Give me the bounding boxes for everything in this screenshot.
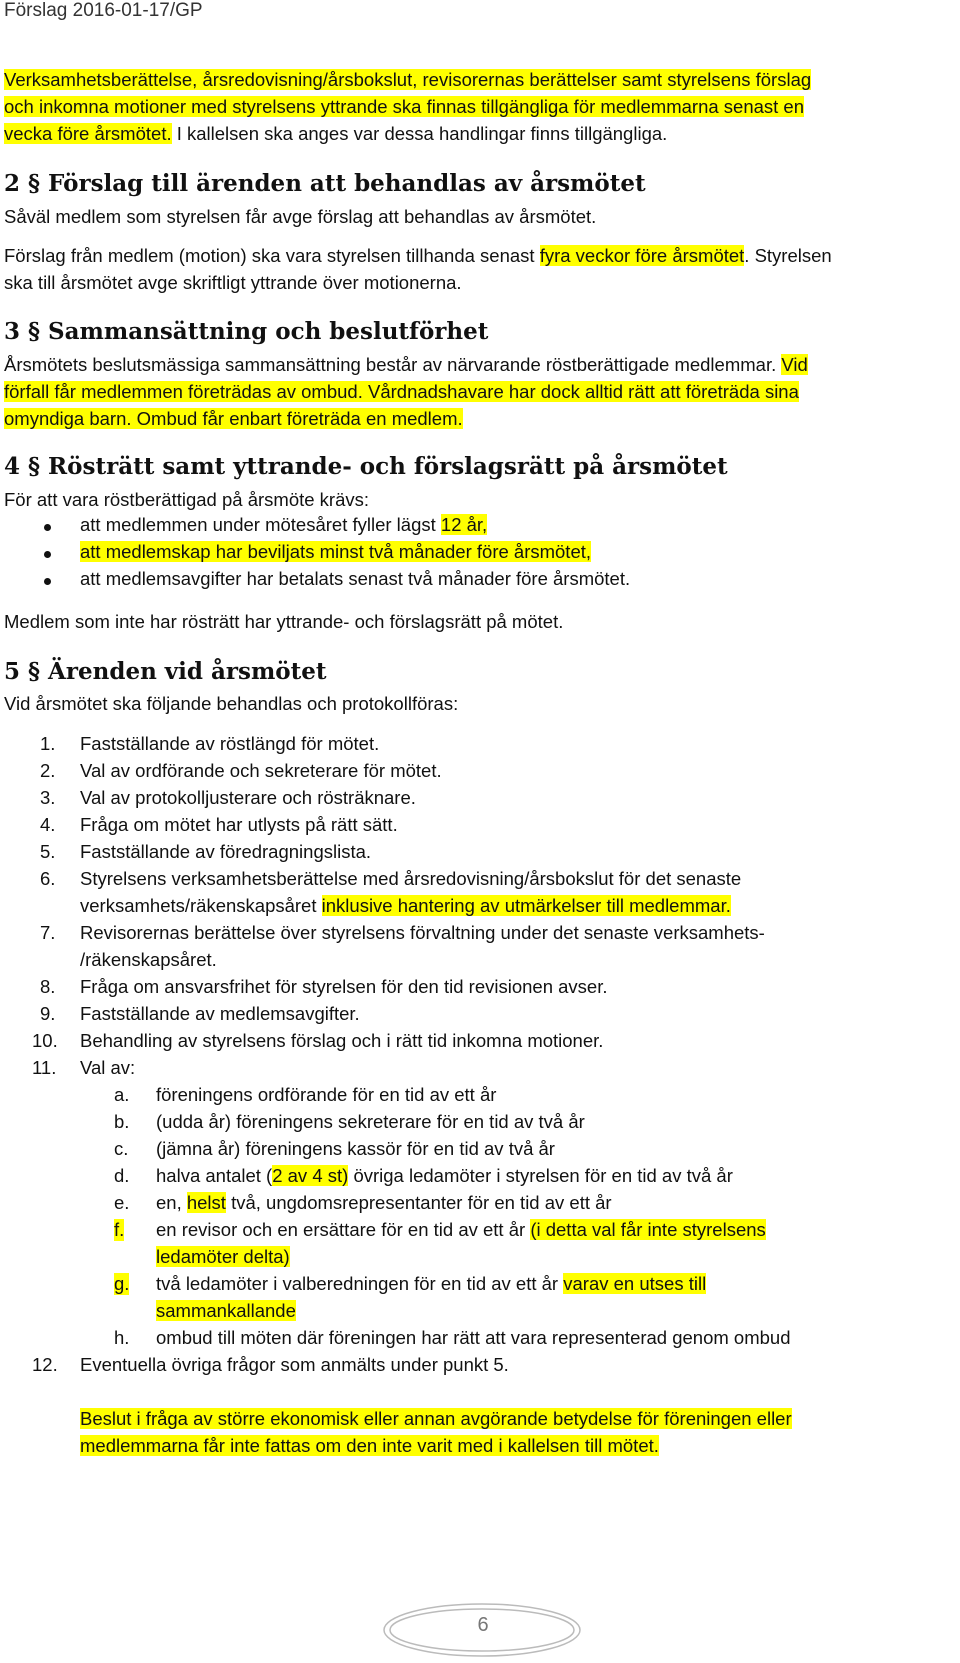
page-number: 6 bbox=[477, 1614, 489, 1636]
sub-item: föreningens ordförande för en tid av ett år bbox=[156, 1084, 497, 1105]
sub-item: en, helst två, ungdomsrepresentanter för en tid av ett år bbox=[156, 1192, 612, 1213]
list-item-continuation: verksamhets/räkenskapsåret inklusive hantering av utmärkelser till medlemmar. bbox=[80, 895, 731, 916]
sub-item: en revisor och en ersättare för en tid av ett år (i detta val får inte styrelsens bbox=[156, 1219, 766, 1240]
intro-line-1: Verksamhetsberättelse, årsredovisning/årsbokslut, revisorernas berättelser samt styrelsens förslag bbox=[4, 69, 812, 90]
s4-bullet-2: att medlemskap har beviljats minst två månader före årsmötet, bbox=[80, 541, 592, 562]
item-number: 10. bbox=[32, 1030, 58, 1051]
item-number: 12. bbox=[32, 1354, 58, 1375]
list-item: Fastställande av röstlängd för mötet. bbox=[80, 733, 380, 754]
sub-item-letter: a. bbox=[114, 1084, 130, 1105]
s4-intro: För att vara röstberättigad på årsmöte krävs: bbox=[4, 489, 370, 510]
list-item: Behandling av styrelsens förslag och i rätt tid inkomna motioner. bbox=[80, 1030, 604, 1051]
sub-item-continuation: sammankallande bbox=[156, 1300, 296, 1321]
s3-line-3: omyndiga barn. Ombud får enbart företräda en medlem. bbox=[4, 408, 463, 429]
sub-item: (udda år) föreningens sekreterare för en tid av två år bbox=[156, 1111, 585, 1132]
item-number: 2. bbox=[40, 760, 56, 781]
final-note-line-2: medlemmarna får inte fattas om den inte varit med i kallelsen till mötet. bbox=[80, 1435, 659, 1456]
item-number: 11. bbox=[32, 1057, 57, 1078]
s4-bullet-1: att medlemmen under mötesåret fyller lägst 12 år, bbox=[80, 514, 488, 535]
bullet-dot bbox=[44, 551, 51, 558]
bullet-dot bbox=[44, 578, 51, 585]
s2-paragraph-2-line-2: ska till årsmötet avge skriftligt yttrande över motionerna. bbox=[4, 272, 462, 293]
sub-item-continuation: ledamöter delta) bbox=[156, 1246, 290, 1267]
list-item: Revisorernas berättelse över styrelsens förvaltning under det senaste verksamhets- bbox=[80, 922, 765, 943]
list-item: Eventuella övriga frågor som anmälts under punkt 5. bbox=[80, 1354, 509, 1375]
sub-item-letter: d. bbox=[114, 1165, 130, 1186]
sub-item-letter: e. bbox=[114, 1192, 130, 1213]
list-item: Fastställande av medlemsavgifter. bbox=[80, 1003, 360, 1024]
bullet-dot bbox=[44, 524, 51, 531]
item-number: 7. bbox=[40, 922, 56, 943]
section-4-heading: 4 § Rösträtt samt yttrande- och förslagsrätt på årsmötet bbox=[4, 453, 728, 480]
intro-line-3: vecka före årsmötet. I kallelsen ska anges var dessa handlingar finns tillgängliga. bbox=[4, 123, 668, 144]
sub-item-letter: f. bbox=[114, 1219, 125, 1240]
s4-bullet-3: att medlemsavgifter har betalats senast två månader före årsmötet. bbox=[80, 568, 631, 589]
s5-intro: Vid årsmötet ska följande behandlas och protokollföras: bbox=[4, 693, 459, 714]
list-item: Val av protokolljusterare och rösträknare. bbox=[80, 787, 416, 808]
item-number: 3. bbox=[40, 787, 56, 808]
list-item: Fastställande av föredragningslista. bbox=[80, 841, 372, 862]
intro-line-2: och inkomna motioner med styrelsens yttrande ska finnas tillgängliga för medlemmarna senast en bbox=[4, 96, 805, 117]
list-item: Fråga om ansvarsfrihet för styrelsen för den tid revisionen avser. bbox=[80, 976, 608, 997]
sub-item-letter: h. bbox=[114, 1327, 130, 1348]
s4-after: Medlem som inte har rösträtt har yttrande- och förslagsrätt på mötet. bbox=[4, 611, 564, 632]
item-number: 9. bbox=[40, 1003, 56, 1024]
list-item-continuation: /räkenskapsåret. bbox=[80, 949, 217, 970]
sub-item: två ledamöter i valberedningen för en tid av ett år varav en utses till bbox=[156, 1273, 707, 1294]
s3-line-2: förfall får medlemmen företrädas av ombud. Vårdnadshavare har dock alltid rätt att företräda sina bbox=[4, 381, 799, 402]
s2-paragraph-2: Förslag från medlem (motion) ska vara styrelsen tillhanda senast fyra veckor före årsmötet. Styrelsen bbox=[4, 245, 832, 266]
page-header: Förslag 2016-01-17/GP bbox=[4, 0, 203, 21]
item-number: 5. bbox=[40, 841, 56, 862]
final-note-line-1: Beslut i fråga av större ekonomisk eller annan avgörande betydelse för föreningen eller bbox=[80, 1408, 792, 1429]
section-3-heading: 3 § Sammansättning och beslutförhet bbox=[4, 318, 489, 345]
item-number: 4. bbox=[40, 814, 56, 835]
s2-paragraph-1: Såväl medlem som styrelsen får avge förslag att behandlas av årsmötet. bbox=[4, 206, 597, 227]
sub-item: halva antalet (2 av 4 st) övriga ledamöter i styrelsen för en tid av två år bbox=[156, 1165, 733, 1186]
list-item: Val av: bbox=[80, 1057, 136, 1078]
section-2-heading: 2 § Förslag till ärenden att behandlas av årsmötet bbox=[4, 170, 646, 197]
sub-item: (jämna år) föreningens kassör för en tid av två år bbox=[156, 1138, 555, 1159]
sub-item-letter: c. bbox=[114, 1138, 129, 1159]
sub-item-letter: g. bbox=[114, 1273, 130, 1294]
item-number: 1. bbox=[40, 733, 56, 754]
list-item: Val av ordförande och sekreterare för mötet. bbox=[80, 760, 442, 781]
s3-line-1: Årsmötets beslutsmässiga sammansättning består av närvarande röstberättigade medlemmar. Vid bbox=[4, 354, 808, 375]
list-item: Styrelsens verksamhetsberättelse med årsredovisning/årsbokslut för det senaste bbox=[80, 868, 742, 889]
item-number: 8. bbox=[40, 976, 56, 997]
sub-item-letter: b. bbox=[114, 1111, 130, 1132]
section-5-heading: 5 § Ärenden vid årsmötet bbox=[4, 658, 327, 685]
item-number: 6. bbox=[40, 868, 56, 889]
list-item: Fråga om mötet har utlysts på rätt sätt. bbox=[80, 814, 398, 835]
sub-item: ombud till möten där föreningen har rätt att vara representerad genom ombud bbox=[156, 1327, 791, 1348]
